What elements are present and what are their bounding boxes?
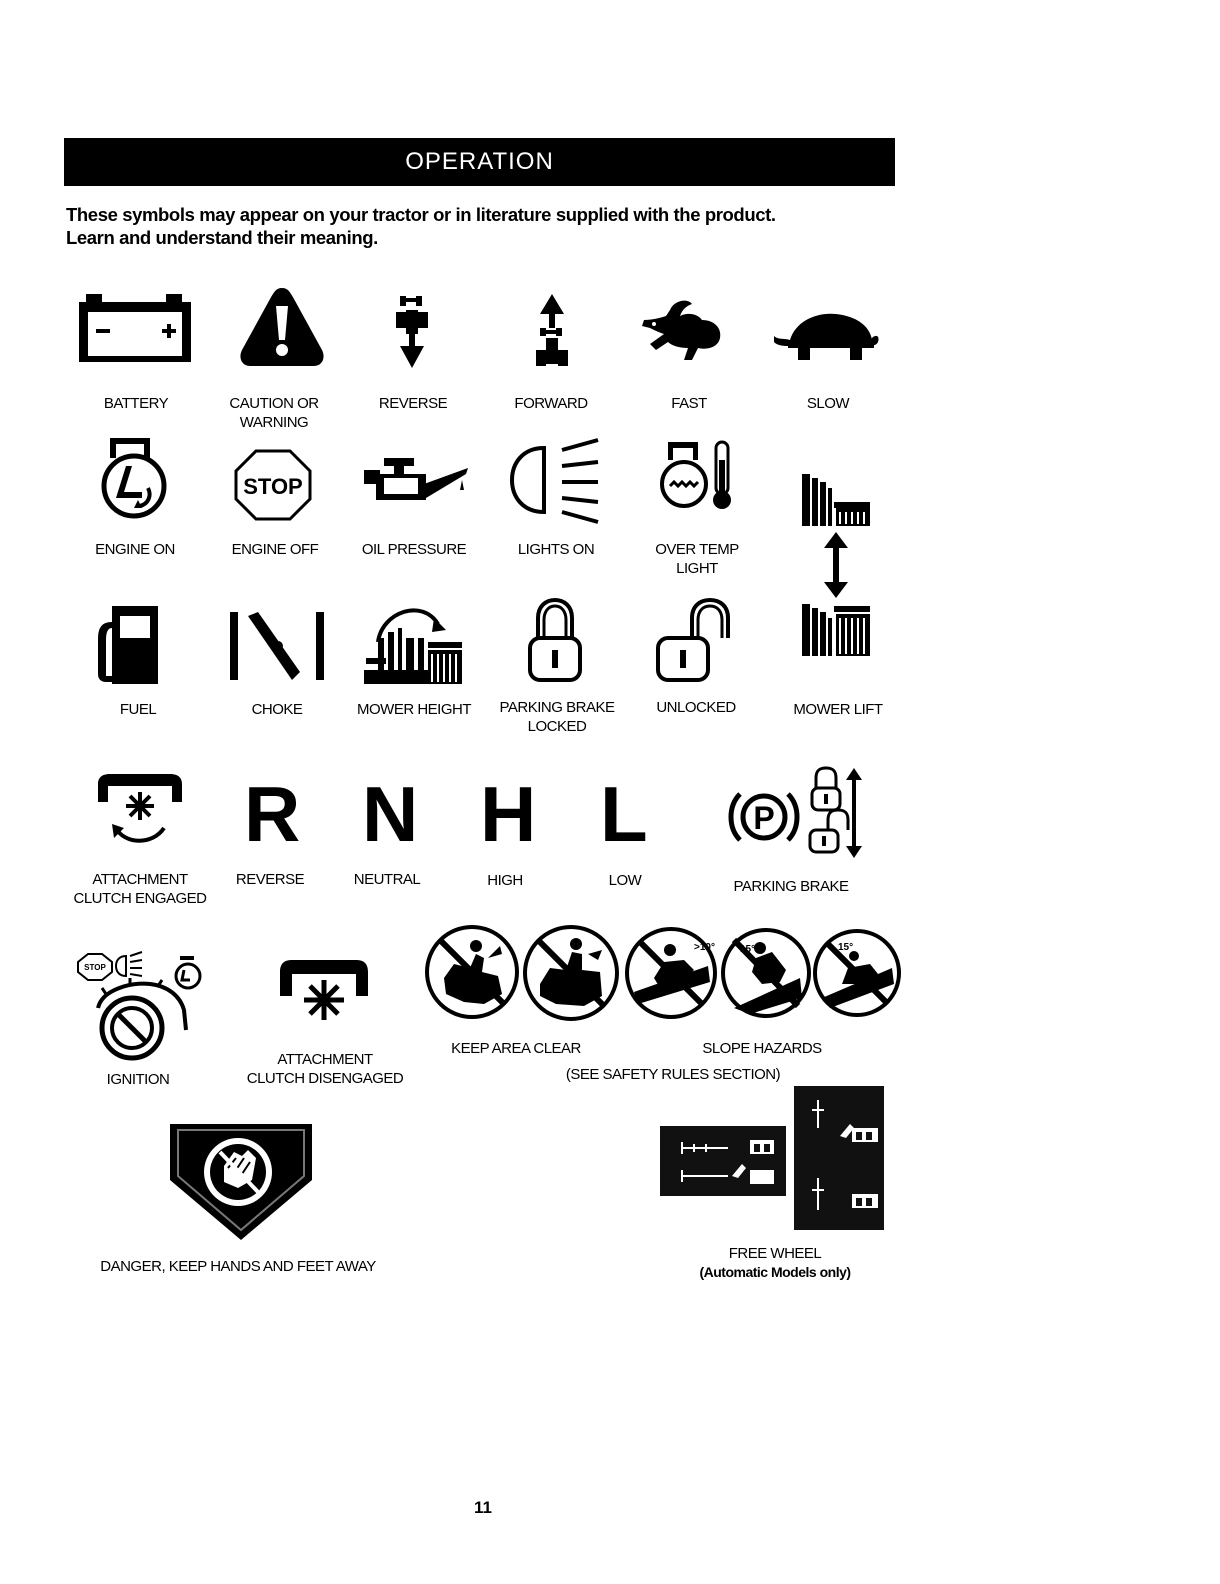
lights-icon: [508, 438, 604, 524]
oil-can-icon: [362, 456, 470, 512]
label-reverse-dir: REVERSE: [378, 395, 448, 412]
intro-line-1: These symbols may appear on your tractor or in literature supplied with the product.: [66, 204, 776, 225]
letter-low: L: [600, 770, 648, 858]
label-attachment-disengaged-line1: ATTACHMENT: [277, 1051, 373, 1068]
mower-height-icon: [362, 598, 466, 688]
label-ignition: IGNITION: [106, 1071, 170, 1088]
label-slope-hazards: SLOPE HAZARDS: [702, 1040, 822, 1057]
label-attachment-engaged-line2: CLUTCH ENGAGED: [73, 890, 207, 907]
intro-line-2: Learn and understand their meaning.: [66, 227, 378, 248]
slope-10-label: >10°: [694, 942, 715, 953]
choke-icon: [228, 610, 326, 682]
letter-high: H: [480, 770, 537, 858]
slope-15-label-b: 15°: [838, 942, 854, 953]
label-caution-line1: CAUTION OR: [229, 395, 319, 412]
parking-p-letter: P: [753, 800, 775, 836]
free-wheel-panel-left: [660, 1126, 786, 1196]
parking-brake-p-icon: [726, 788, 802, 846]
parking-lock-toggle-icon: [806, 766, 864, 860]
svg-text:STOP: STOP: [84, 963, 106, 972]
label-parking-brake-locked-line2: LOCKED: [527, 718, 587, 735]
label-over-temp-line1: OVER TEMP: [655, 541, 739, 558]
stop-sign-icon: [234, 448, 312, 522]
slope-hazard-icon-3: [812, 928, 902, 1018]
label-reverse-gear: REVERSE: [235, 871, 305, 888]
label-danger-hands-feet: DANGER, KEEP HANDS AND FEET AWAY: [100, 1258, 376, 1275]
label-engine-on: ENGINE ON: [95, 541, 175, 558]
label-engine-off: ENGINE OFF: [231, 541, 319, 558]
label-attachment-engaged-line1: ATTACHMENT: [92, 871, 188, 888]
danger-hand-icon: [168, 1122, 314, 1242]
slope-hazard-icon-2: [720, 926, 812, 1020]
label-caution-line2: WARNING: [239, 414, 309, 431]
keep-area-clear-icon-1: [424, 924, 520, 1020]
label-free-wheel: [660, 1244, 890, 1282]
label-mower-height: MOWER HEIGHT: [357, 701, 471, 718]
letter-reverse: R: [244, 770, 301, 858]
mower-lift-top-icon: [800, 472, 872, 528]
fuel-pump-icon: [94, 604, 164, 684]
keep-area-clear-icon-2: [522, 924, 620, 1022]
stop-sign-text: STOP: [243, 474, 303, 499]
padlock-locked-icon: [524, 598, 586, 684]
label-slow: SLOW: [806, 395, 850, 412]
label-high: HIGH: [487, 872, 523, 889]
label-keep-area-clear: KEEP AREA CLEAR: [451, 1040, 581, 1057]
reverse-arrow-icon: [394, 294, 430, 370]
label-attachment-engaged: [60, 870, 220, 908]
slope-hazard-icon-1: [624, 926, 718, 1020]
label-neutral: NEUTRAL: [353, 871, 421, 888]
label-oil-pressure: OIL PRESSURE: [361, 541, 467, 558]
ignition-icon: [70, 948, 210, 1066]
page-number: 11: [474, 1498, 492, 1517]
label-battery: BATTERY: [103, 395, 169, 412]
label-attachment-disengaged-line2: CLUTCH DISENGAGED: [246, 1070, 404, 1087]
label-parking-brake-locked: [490, 698, 624, 736]
label-free-wheel-line1: FREE WHEEL: [728, 1245, 822, 1262]
turtle-icon: [772, 310, 880, 366]
label-see-safety: (SEE SAFETY RULES SECTION): [565, 1066, 781, 1083]
label-fast: FAST: [671, 395, 707, 412]
attachment-disengaged-icon: [276, 958, 372, 1022]
free-wheel-panel-right: [794, 1086, 884, 1230]
label-lights-on: LIGHTS ON: [517, 541, 595, 558]
label-parking-brake-locked-line1: PARKING BRAKE: [499, 699, 615, 716]
padlock-unlocked-icon: [652, 598, 738, 684]
forward-arrow-icon: [534, 292, 570, 370]
letter-neutral: N: [362, 770, 419, 858]
label-low: LOW: [608, 872, 642, 889]
over-temp-icon: [660, 440, 738, 512]
battery-icon: [76, 294, 194, 366]
intro-text: [66, 203, 906, 249]
caution-icon: [238, 286, 326, 368]
attachment-engaged-icon: [94, 772, 186, 850]
label-mower-lift: MOWER LIFT: [793, 701, 883, 718]
section-banner: OPERATION: [64, 138, 895, 186]
label-choke: CHOKE: [251, 701, 303, 718]
slope-15-label-a: 15°: [740, 944, 756, 955]
engine-on-icon: [96, 436, 174, 520]
label-over-temp: [640, 540, 754, 578]
label-parking-brake: PARKING BRAKE: [733, 878, 849, 895]
label-fuel: FUEL: [119, 701, 157, 718]
label-attachment-disengaged: [232, 1050, 418, 1088]
label-over-temp-line2: LIGHT: [676, 560, 718, 577]
label-unlocked: UNLOCKED: [656, 699, 736, 716]
rabbit-icon: [640, 298, 724, 364]
mower-lift-bottom-icon: [800, 602, 872, 658]
label-caution: [214, 394, 334, 432]
label-free-wheel-line2: (Automatic Models only): [699, 1264, 851, 1280]
mower-lift-arrow-icon: [822, 532, 850, 598]
label-forward: FORWARD: [514, 395, 588, 412]
